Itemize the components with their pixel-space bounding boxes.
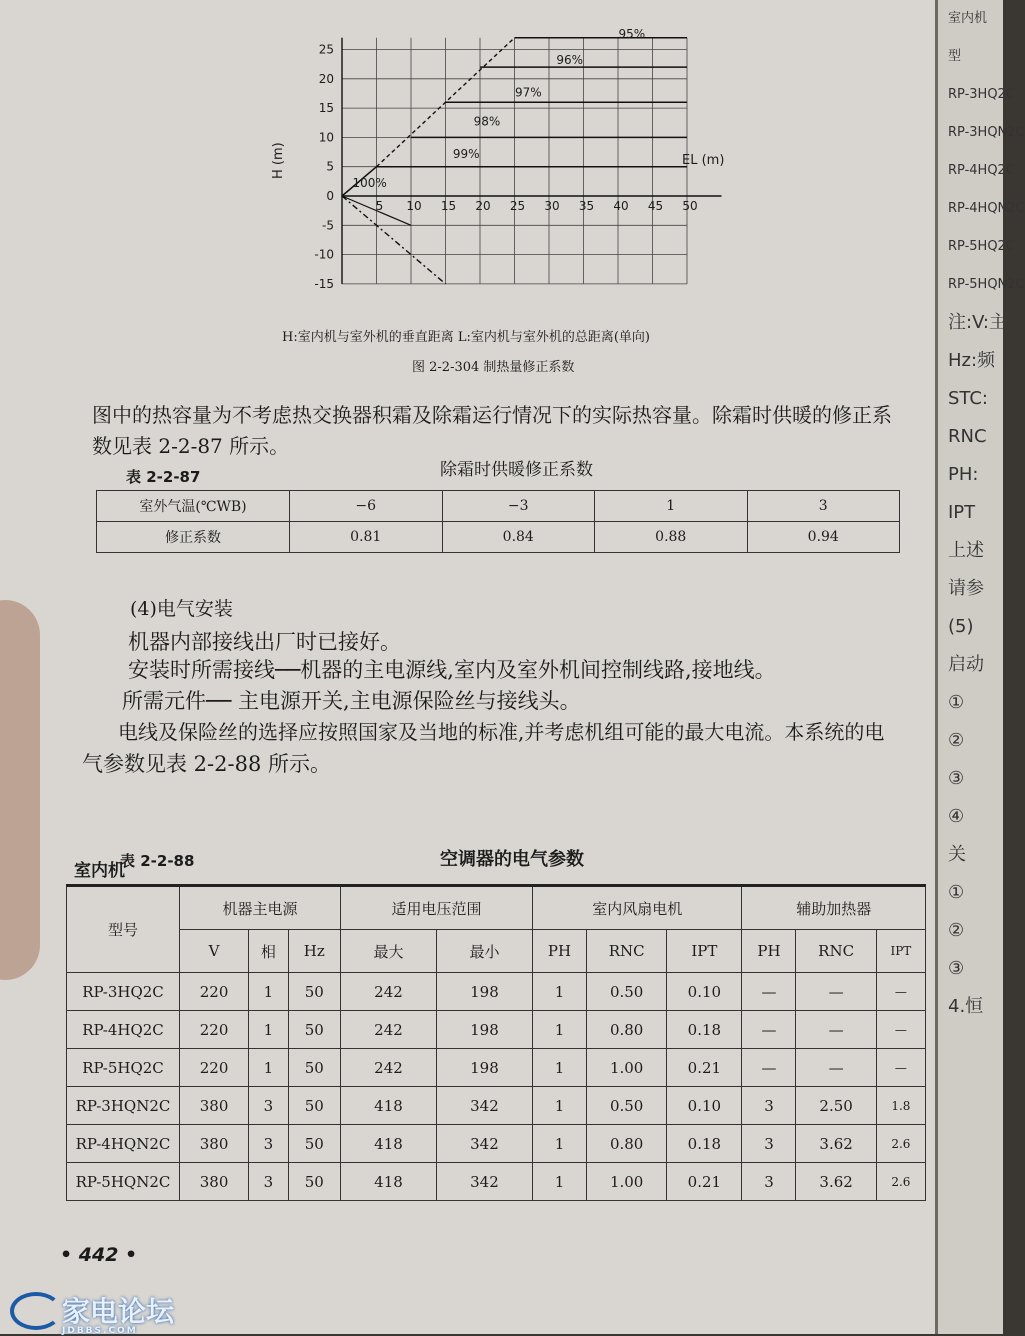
cell-ph: 1	[532, 1049, 586, 1087]
adjacent-line: 启动	[948, 654, 984, 675]
temp-cell: 1	[595, 491, 748, 522]
coef-cell: 0.81	[290, 522, 443, 553]
y-tick-label: 10	[318, 130, 334, 145]
cell-ph: 1	[532, 1163, 586, 1201]
table-row	[67, 1011, 926, 1049]
cell-v: 220	[180, 973, 249, 1011]
table-88-label: 表 2-2-88	[120, 852, 195, 870]
cell-v: 220	[180, 1049, 249, 1087]
cell-hrnc: —	[796, 973, 876, 1011]
watermark-url: JDBBS.COM	[62, 1326, 138, 1336]
paragraph-1-line-1: 图中的热容量为不考虑热交换器积霜及除霜运行情况下的实际热容量。除霜时供暖的修正系	[92, 403, 892, 427]
adjacent-line: 型	[948, 49, 962, 64]
lower-diagonal-line	[342, 196, 446, 284]
temp-cell: 3	[747, 491, 900, 522]
adjacent-line: ③	[948, 768, 965, 789]
cell-hipt: 1.8	[876, 1087, 925, 1125]
cell-model: RP-3HQ2C	[67, 973, 180, 1011]
cell-min: 342	[436, 1163, 532, 1201]
adjacent-line: PH:	[948, 464, 979, 485]
table-row	[67, 973, 926, 1011]
header-heater-rnc: RNC	[796, 930, 876, 973]
adjacent-line: RP-3HQ2C	[948, 87, 1015, 102]
adjacent-line: 注:V:主	[948, 312, 1007, 333]
table-header-row	[67, 930, 926, 973]
cell-min: 198	[436, 1011, 532, 1049]
header-heater-ph: PH	[742, 930, 796, 973]
adjacent-page-text	[948, 0, 1025, 1026]
header-main-power: 机器主电源	[180, 886, 341, 930]
cell-phase: 3	[249, 1163, 288, 1201]
header-phase: 相	[249, 930, 288, 973]
paragraph-1-line-2: 数见表 2-2-87 所示。	[92, 434, 290, 458]
header-heater-ipt: IPT	[876, 930, 925, 973]
x-tick-label: 5	[375, 199, 384, 213]
section-4-line-2: 安装时所需接线──机器的主电源线,室内及室外机间控制线路,接地线。	[128, 658, 776, 682]
cell-hph: —	[742, 973, 796, 1011]
x-tick-label: 40	[613, 199, 629, 213]
defrost-correction-table	[96, 490, 900, 553]
header-v: V	[180, 930, 249, 973]
x-tick-label: 10	[406, 199, 422, 213]
adjacent-line: ①	[948, 882, 965, 903]
cell-model: RP-4HQN2C	[67, 1125, 180, 1163]
coef-cell: 0.88	[595, 522, 748, 553]
adjacent-line: RNC	[948, 426, 987, 447]
cell-phase: 1	[249, 973, 288, 1011]
coef-cell: 0.84	[442, 522, 595, 553]
cell-model: RP-5HQ2C	[67, 1049, 180, 1087]
temp-cell: −3	[442, 491, 595, 522]
table-row	[97, 491, 900, 522]
cell-hph: 3	[742, 1087, 796, 1125]
cell-max: 418	[341, 1087, 437, 1125]
y-tick-label: -10	[314, 247, 334, 262]
table-row	[67, 1125, 926, 1163]
cell-rnc: 0.80	[587, 1125, 667, 1163]
cell-hipt: —	[876, 1049, 925, 1087]
cell-phase: 1	[249, 1011, 288, 1049]
y-tick-label: 20	[318, 71, 334, 86]
adjacent-line: RP-5HQ2C	[948, 239, 1015, 254]
cell-max: 242	[341, 1049, 437, 1087]
table-88-subheading: 室内机	[74, 861, 125, 881]
adjacent-line: Hz:频	[948, 350, 996, 371]
cell-ipt: 0.21	[667, 1163, 742, 1201]
watermark-name: 家电论坛	[62, 1295, 175, 1328]
cell-v: 380	[180, 1163, 249, 1201]
y-tick-label: 15	[318, 101, 334, 116]
cell-phase: 1	[249, 1049, 288, 1087]
y-tick-label: 25	[318, 42, 334, 57]
header-voltage-range: 适用电压范围	[341, 886, 533, 930]
table-row	[67, 1163, 926, 1201]
cell-rnc: 0.50	[587, 1087, 667, 1125]
adjacent-line: ②	[948, 920, 965, 941]
cell-hz: 50	[288, 1163, 340, 1201]
percent-label: 98%	[473, 114, 501, 129]
thumb-shadow	[0, 600, 40, 980]
chart-grid	[342, 38, 725, 284]
adjacent-line: RP-4HQ2C	[948, 163, 1015, 178]
adjacent-page-edge	[935, 0, 1025, 1334]
figure-caption: 图 2-2-304 制热量修正系数	[412, 360, 575, 375]
header-indoor-fan-motor: 室内风扇电机	[532, 886, 741, 930]
cell-ipt: 0.10	[667, 1087, 742, 1125]
cell-min: 342	[436, 1125, 532, 1163]
cell-rnc: 1.00	[587, 1163, 667, 1201]
percent-label: 95%	[618, 26, 646, 41]
row-label-coefficient: 修正系数	[97, 522, 290, 553]
cell-hz: 50	[288, 1087, 340, 1125]
cell-ipt: 0.18	[667, 1125, 742, 1163]
header-aux-heater: 辅助加热器	[742, 886, 926, 930]
x-axis-label: EL (m)	[682, 153, 725, 168]
y-tick-label: -5	[322, 218, 334, 233]
percent-label: 100%	[352, 176, 387, 191]
chart-legend-line: H:室内机与室外机的垂直距离 L:室内机与室外机的总距离(单向)	[282, 330, 651, 345]
table-row	[67, 1049, 926, 1087]
row-label-temperature: 室外气温(℃WB)	[97, 491, 290, 522]
cell-hipt: —	[876, 1011, 925, 1049]
electrical-parameters-table	[66, 884, 926, 1201]
cell-ph: 1	[532, 973, 586, 1011]
adjacent-line: 室内机	[948, 11, 988, 26]
cell-max: 418	[341, 1125, 437, 1163]
adjacent-line: RP-3HQN2C	[948, 125, 1025, 140]
header-hz: Hz	[288, 930, 340, 973]
percent-label: 96%	[556, 53, 584, 68]
cell-hipt: —	[876, 973, 925, 1011]
cell-hipt: 2.6	[876, 1163, 925, 1201]
coef-cell: 0.94	[747, 522, 900, 553]
header-fan-ipt: IPT	[667, 930, 742, 973]
cell-hph: 3	[742, 1163, 796, 1201]
cell-hz: 50	[288, 973, 340, 1011]
cell-ph: 1	[532, 1011, 586, 1049]
cell-min: 198	[436, 973, 532, 1011]
y-tick-label: 0	[326, 189, 334, 203]
cell-hrnc: 2.50	[796, 1087, 876, 1125]
table-header-row	[67, 886, 926, 930]
cell-ph: 1	[532, 1087, 586, 1125]
y-tick-label: -15	[314, 276, 334, 291]
cell-v: 380	[180, 1125, 249, 1163]
x-tick-label: 25	[509, 199, 526, 213]
adjacent-line: STC:	[948, 388, 988, 409]
y-axis-label: H (m)	[271, 142, 286, 179]
header-min: 最小	[436, 930, 532, 973]
x-tick-label: 30	[544, 199, 560, 213]
adjacent-line: 4.恒	[948, 996, 984, 1017]
adjacent-line: ③	[948, 958, 965, 979]
table-row	[97, 522, 900, 553]
x-tick-label: 45	[647, 199, 664, 213]
cell-hrnc: —	[796, 1011, 876, 1049]
page-number: • 442 •	[60, 1244, 138, 1266]
cell-phase: 3	[249, 1087, 288, 1125]
cell-hph: —	[742, 1049, 796, 1087]
cell-min: 342	[436, 1087, 532, 1125]
cell-hz: 50	[288, 1125, 340, 1163]
cell-ipt: 0.10	[667, 973, 742, 1011]
adjacent-line: RP-4HQN2C	[948, 201, 1025, 216]
table-row	[67, 1087, 926, 1125]
header-fan-ph: PH	[532, 930, 586, 973]
cell-model: RP-4HQ2C	[67, 1011, 180, 1049]
header-model: 型号	[67, 886, 180, 973]
section-4-line-3: 所需元件── 主电源开关,主电源保险丝与接线头。	[122, 689, 581, 713]
header-fan-rnc: RNC	[587, 930, 667, 973]
cell-hz: 50	[288, 1011, 340, 1049]
cell-v: 380	[180, 1087, 249, 1125]
x-tick-label: 15	[440, 199, 457, 213]
cell-max: 418	[341, 1163, 437, 1201]
cell-hrnc: —	[796, 1049, 876, 1087]
cell-rnc: 1.00	[587, 1049, 667, 1087]
adjacent-line: ②	[948, 730, 965, 751]
heating-correction-chart	[271, 14, 750, 304]
cell-model: RP-5HQN2C	[67, 1163, 180, 1201]
cell-max: 242	[341, 973, 437, 1011]
cell-ipt: 0.21	[667, 1049, 742, 1087]
adjacent-line: (5)	[948, 616, 974, 637]
section-4-line-5: 气参数见表 2-2-88 所示。	[82, 752, 331, 776]
cell-hph: —	[742, 1011, 796, 1049]
cell-hz: 50	[288, 1049, 340, 1087]
cell-max: 242	[341, 1011, 437, 1049]
watermark	[10, 1290, 174, 1336]
section-4-line-1: 机器内部接线出厂时已接好。	[128, 630, 401, 654]
cell-rnc: 0.80	[587, 1011, 667, 1049]
temp-cell: −6	[290, 491, 443, 522]
adjacent-line: ①	[948, 692, 965, 713]
percent-label: 97%	[514, 85, 542, 100]
section-4-heading: (4)电气安装	[130, 598, 233, 620]
cell-hipt: 2.6	[876, 1125, 925, 1163]
table-87-title: 除霜时供暖修正系数	[440, 460, 593, 480]
x-tick-label: 35	[578, 199, 595, 213]
cell-rnc: 0.50	[587, 973, 667, 1011]
adjacent-line: 请参	[948, 578, 984, 599]
x-tick-label: 50	[682, 199, 698, 213]
adjacent-line: 关	[948, 844, 966, 865]
cell-hph: 3	[742, 1125, 796, 1163]
cell-model: RP-3HQN2C	[67, 1087, 180, 1125]
cell-ph: 1	[532, 1125, 586, 1163]
cell-phase: 3	[249, 1125, 288, 1163]
table-87-label: 表 2-2-87	[126, 468, 201, 486]
adjacent-line: IPT	[948, 502, 976, 523]
cell-ipt: 0.18	[667, 1011, 742, 1049]
adjacent-line: 上述	[948, 540, 984, 561]
cell-min: 198	[436, 1049, 532, 1087]
header-max: 最大	[341, 930, 437, 973]
cell-hrnc: 3.62	[796, 1125, 876, 1163]
percent-label: 99%	[452, 146, 480, 161]
adjacent-line: RP-5HQN2C	[948, 277, 1025, 292]
x-tick-label: 20	[475, 199, 491, 213]
cell-hrnc: 3.62	[796, 1163, 876, 1201]
cell-v: 220	[180, 1011, 249, 1049]
adjacent-line: ④	[948, 806, 965, 827]
table-88-title: 空调器的电气参数	[440, 849, 584, 870]
section-4-line-4: 电线及保险丝的选择应按照国家及当地的标准,并考虑机组可能的最大电流。本系统的电	[118, 720, 885, 744]
y-tick-label: 5	[326, 159, 334, 174]
